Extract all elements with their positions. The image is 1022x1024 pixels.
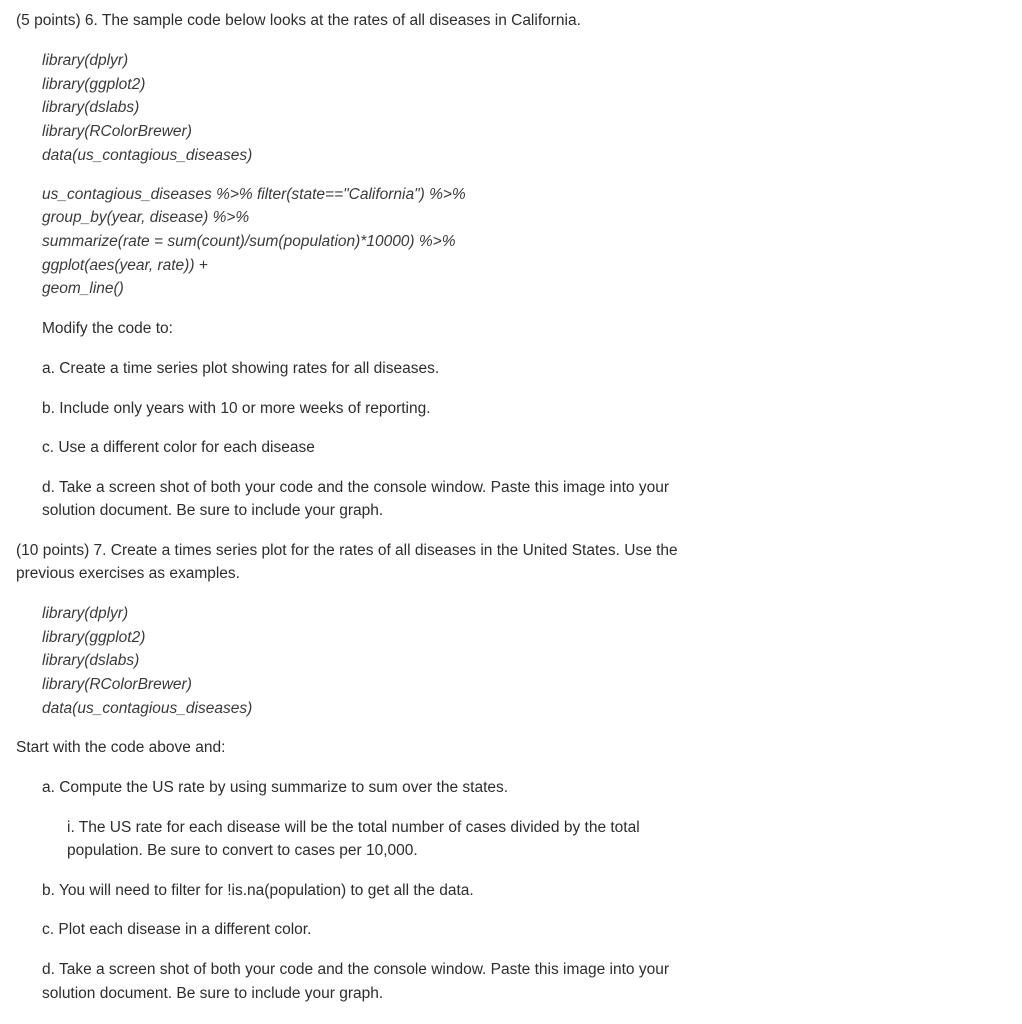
q7-item-a-i: population. Be sure to convert to cases per 10,000.	[67, 842, 418, 859]
q7-item-c: c. Plot each disease in a different color.	[42, 921, 312, 938]
q6-item-d: d. Take a screen shot of both your code and the console window. Paste this image into your	[42, 479, 669, 496]
q7-item-d: solution document. Be sure to include your graph.	[42, 985, 384, 1002]
q7-item-a: a. Compute the US rate by using summarize to sum over the states.	[42, 779, 509, 796]
q6-code-line: summarize(rate = sum(count)/sum(population)*10000) %>%	[42, 233, 456, 250]
q6-code-line: group_by(year, disease) %>%	[42, 209, 250, 226]
q6-item-a: a. Create a time series plot showing rates for all diseases.	[42, 360, 440, 377]
q6-intro: Modify the code to:	[42, 320, 173, 337]
q6-code-line: library(dplyr)	[42, 52, 129, 69]
q6-code-line: data(us_contagious_diseases)	[42, 147, 253, 164]
q6-header: (5 points) 6. The sample code below looks at the rates of all diseases in California.	[16, 12, 581, 29]
q7-intro: Start with the code above and:	[16, 739, 226, 756]
q7-code-line: library(dslabs)	[42, 652, 140, 669]
q6-code-line: library(ggplot2)	[42, 76, 146, 93]
q6-code-line: library(RColorBrewer)	[42, 123, 192, 140]
q6-code-line: us_contagious_diseases %>% filter(state=="California") %>%	[42, 186, 466, 203]
q7-code-line: library(ggplot2)	[42, 629, 146, 646]
q7-item-b: b. You will need to filter for !is.na(population) to get all the data.	[42, 882, 474, 899]
q6-item-c: c. Use a different color for each disease	[42, 439, 315, 456]
q7-header: previous exercises as examples.	[16, 565, 240, 582]
q7-code-line: library(dplyr)	[42, 605, 129, 622]
q7-header: (10 points) 7. Create a times series plot for the rates of all diseases in the United States. Use the	[16, 542, 678, 559]
q6-code-line: library(dslabs)	[42, 99, 140, 116]
q6-code-line: geom_line()	[42, 280, 124, 297]
q7-item-a-i: i. The US rate for each disease will be the total number of cases divided by the total	[67, 819, 640, 836]
q7-code-line: library(RColorBrewer)	[42, 676, 192, 693]
q6-code-line: ggplot(aes(year, rate)) +	[42, 257, 208, 274]
q7-code-line: data(us_contagious_diseases)	[42, 700, 253, 717]
q6-item-d: solution document. Be sure to include your graph.	[42, 502, 384, 519]
q7-item-d: d. Take a screen shot of both your code and the console window. Paste this image into your	[42, 961, 669, 978]
q6-item-b: b. Include only years with 10 or more weeks of reporting.	[42, 400, 431, 417]
